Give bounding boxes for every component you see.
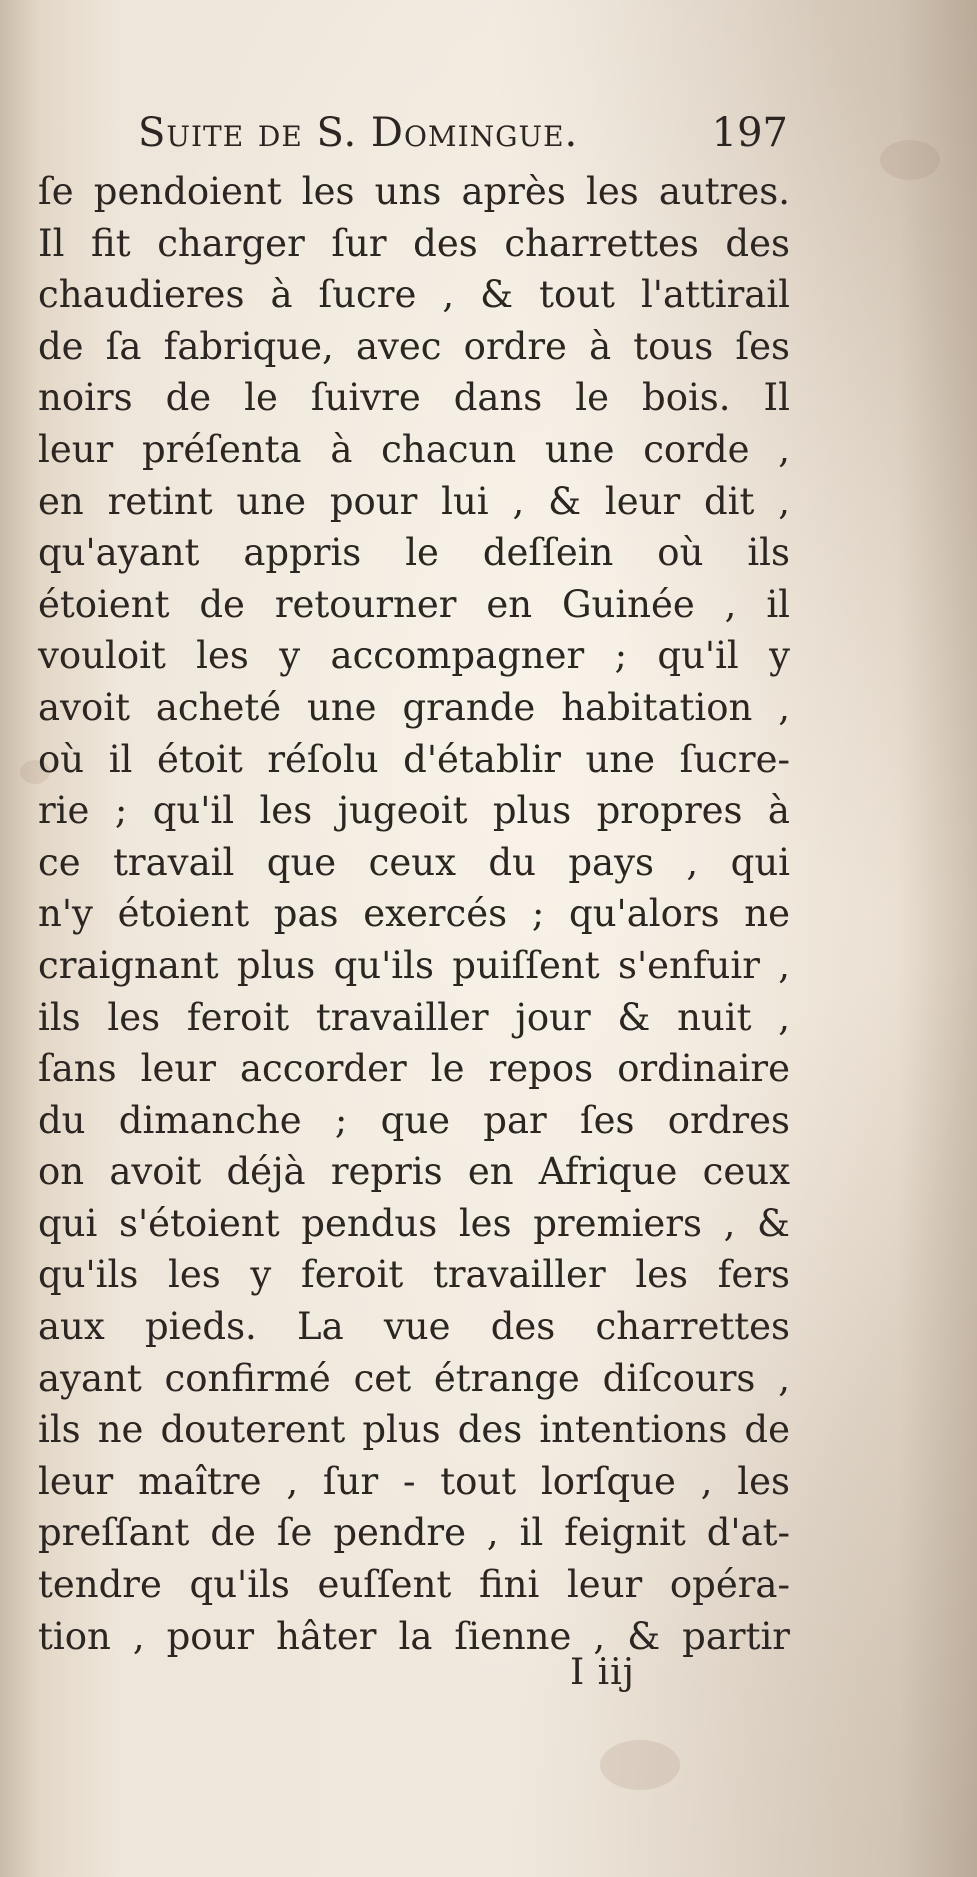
body-text <box>38 166 790 1662</box>
text-line: où il étoit réſolu d'établir une ſucre- <box>38 737 790 781</box>
text-line: du dimanche ; que par ſes ordres <box>38 1098 790 1142</box>
text-line: en retint une pour lui , & leur dit , <box>38 479 790 523</box>
page-number: 197 <box>711 110 788 156</box>
text-line: qu'ayant appris le deſſein où ils <box>38 531 790 575</box>
text-line: ce travail que ceux du pays , qui <box>38 840 790 884</box>
paper-stain <box>880 140 940 180</box>
paper-stain <box>600 1740 680 1790</box>
text-line: étoient de retourner en Guinée , il <box>38 582 790 626</box>
text-line: de ſa fabrique, avec ordre à tous ſes <box>38 324 790 368</box>
text-line: rie ; qu'il les jugeoit plus propres à <box>38 789 790 833</box>
text-line: ſans leur accorder le repos ordinaire <box>38 1047 790 1091</box>
text-line: craignant plus qu'ils puiſſent s'enfuir , <box>38 943 790 987</box>
running-head <box>38 110 790 166</box>
text-line: avoit acheté une grande habitation , <box>38 685 790 729</box>
text-line: aux pieds. La vue des charrettes <box>38 1305 790 1349</box>
text-line: qui s'étoient pendus les premiers , & <box>38 1201 790 1245</box>
text-line: n'y étoient pas exercés ; qu'alors ne <box>38 892 790 936</box>
text-line: tion , pour hâter la ſienne , & partir <box>38 1614 790 1658</box>
running-head-title: Suite de S. Domingue. <box>138 110 579 156</box>
text-line: chaudieres à ſucre , & tout l'attirail <box>38 273 790 317</box>
text-line: tendre qu'ils euſſent fini leur opéra- <box>38 1563 790 1607</box>
text-line: noirs de le ſuivre dans le bois. Il <box>38 376 790 420</box>
text-line: leur préſenta à chacun une corde , <box>38 427 790 471</box>
text-line: ils les feroit travailler jour & nuit , <box>38 995 790 1039</box>
text-line: qu'ils les y feroit travailler les fers <box>38 1253 790 1297</box>
text-line: preſſant de ſe pendre , il feignit d'at- <box>38 1511 790 1555</box>
text-line: ſe pendoient les uns après les autres. <box>38 170 790 213</box>
text-line: vouloit les y accompagner ; qu'il y <box>38 634 790 678</box>
text-line: Il fit charger ſur des charrettes des <box>38 221 790 265</box>
text-line: on avoit déjà repris en Afrique ceux <box>38 1150 790 1194</box>
signature-mark: I iij <box>570 1652 635 1693</box>
text-block <box>38 110 790 1662</box>
text-line: ils ne douterent plus des intentions de <box>38 1408 790 1452</box>
text-line: ayant confirmé cet étrange diſcours , <box>38 1356 790 1400</box>
text-line: leur maître , ſur - tout lorſque , les <box>38 1459 790 1503</box>
